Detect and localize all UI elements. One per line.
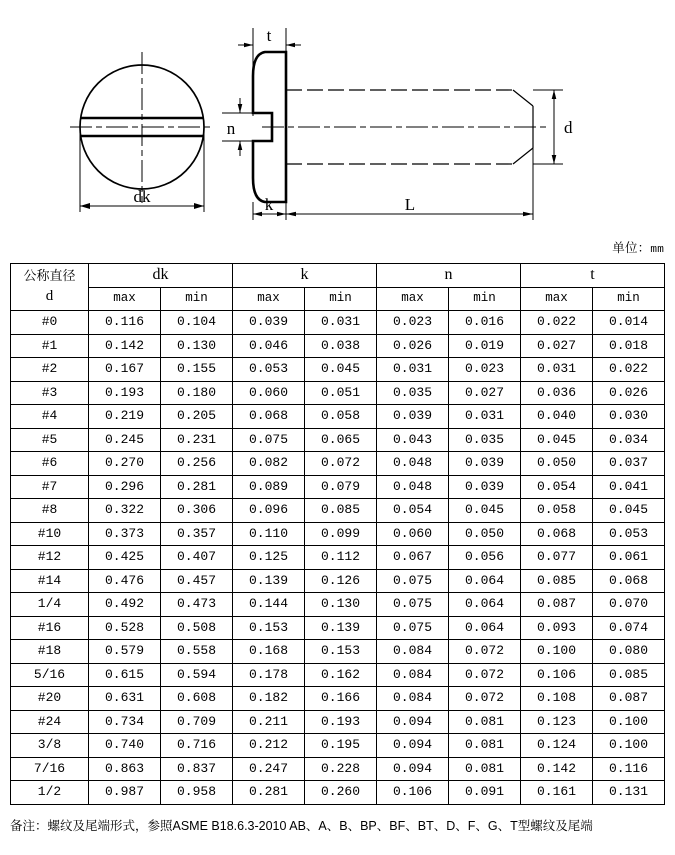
dk-arrow-right <box>194 203 204 209</box>
cell-value: 0.281 <box>233 781 305 805</box>
cell-nominal-diameter: #5 <box>11 428 89 452</box>
cell-value: 0.142 <box>89 334 161 358</box>
cell-value: 0.023 <box>449 358 521 382</box>
cell-value: 0.631 <box>89 687 161 711</box>
cell-nominal-diameter: #1 <box>11 334 89 358</box>
cell-value: 0.104 <box>161 311 233 335</box>
cell-value: 0.228 <box>305 757 377 781</box>
cell-nominal-diameter: #3 <box>11 381 89 405</box>
cell-value: 0.306 <box>161 499 233 523</box>
cell-value: 0.034 <box>593 428 665 452</box>
cell-value: 0.476 <box>89 569 161 593</box>
dk-arrow-left <box>80 203 90 209</box>
cell-value: 0.035 <box>377 381 449 405</box>
t-label: t <box>266 26 272 45</box>
cell-value: 0.091 <box>449 781 521 805</box>
cell-value: 0.054 <box>521 475 593 499</box>
cell-nominal-diameter: #7 <box>11 475 89 499</box>
cell-value: 0.740 <box>89 734 161 758</box>
header-nominal-diameter-line2: d <box>45 287 54 304</box>
cell-value: 0.077 <box>521 546 593 570</box>
cell-nominal-diameter: #4 <box>11 405 89 429</box>
cell-nominal-diameter: #2 <box>11 358 89 382</box>
cell-value: 0.528 <box>89 616 161 640</box>
header-group-t: t <box>521 264 665 288</box>
cell-value: 0.022 <box>521 311 593 335</box>
cell-value: 0.056 <box>449 546 521 570</box>
table-row <box>11 640 665 664</box>
cell-value: 0.081 <box>449 710 521 734</box>
cell-value: 0.094 <box>377 710 449 734</box>
cell-value: 0.162 <box>305 663 377 687</box>
cell-value: 0.058 <box>521 499 593 523</box>
cell-value: 0.155 <box>161 358 233 382</box>
cell-value: 0.016 <box>449 311 521 335</box>
cell-nominal-diameter: #20 <box>11 687 89 711</box>
unit-caption-value: mm <box>650 244 664 256</box>
cell-nominal-diameter: #8 <box>11 499 89 523</box>
cell-value: 0.045 <box>305 358 377 382</box>
cell-value: 0.064 <box>449 593 521 617</box>
cell-value: 0.039 <box>449 452 521 476</box>
cell-value: 0.058 <box>305 405 377 429</box>
footer-note: 备注：螺纹及尾端形式，参照ASME B18.6.3-2010 AB、A、B、BP、BF、BT、D、F、G、T型螺纹及尾端 <box>10 819 593 833</box>
table-row <box>11 546 665 570</box>
cell-value: 0.167 <box>89 358 161 382</box>
table-body <box>11 311 665 805</box>
cell-value: 0.260 <box>305 781 377 805</box>
cell-value: 0.863 <box>89 757 161 781</box>
unit-caption-label: 单位： <box>612 241 651 255</box>
table-row <box>11 569 665 593</box>
cell-value: 0.558 <box>161 640 233 664</box>
cell-value: 0.958 <box>161 781 233 805</box>
technical-drawing <box>0 0 675 232</box>
cell-value: 0.060 <box>377 522 449 546</box>
cell-value: 0.081 <box>449 734 521 758</box>
front-view-head <box>70 52 212 212</box>
cell-value: 0.075 <box>377 593 449 617</box>
cell-value: 0.110 <box>233 522 305 546</box>
cell-value: 0.205 <box>161 405 233 429</box>
header-group-n: n <box>377 264 521 288</box>
cell-value: 0.094 <box>377 734 449 758</box>
cell-value: 0.139 <box>233 569 305 593</box>
cell-value: 0.096 <box>233 499 305 523</box>
cell-nominal-diameter: #10 <box>11 522 89 546</box>
cell-value: 0.070 <box>593 593 665 617</box>
cell-value: 0.053 <box>233 358 305 382</box>
table-row <box>11 475 665 499</box>
cell-value: 0.357 <box>161 522 233 546</box>
k-label: k <box>264 195 274 214</box>
cell-value: 0.065 <box>305 428 377 452</box>
cell-value: 0.180 <box>161 381 233 405</box>
cell-nominal-diameter: #0 <box>11 311 89 335</box>
cell-value: 0.031 <box>377 358 449 382</box>
cell-value: 0.212 <box>233 734 305 758</box>
cell-value: 0.130 <box>161 334 233 358</box>
d-label: d <box>564 118 573 137</box>
table-row <box>11 734 665 758</box>
cell-value: 0.089 <box>233 475 305 499</box>
cell-value: 0.124 <box>521 734 593 758</box>
cell-value: 0.608 <box>161 687 233 711</box>
cell-value: 0.182 <box>233 687 305 711</box>
cell-value: 0.126 <box>305 569 377 593</box>
d-arrow-top <box>552 90 557 99</box>
cell-value: 0.473 <box>161 593 233 617</box>
cell-value: 0.508 <box>161 616 233 640</box>
cell-value: 0.373 <box>89 522 161 546</box>
table-row <box>11 428 665 452</box>
cell-nominal-diameter: 1/4 <box>11 593 89 617</box>
cell-value: 0.074 <box>593 616 665 640</box>
table-header <box>11 264 665 311</box>
n-arrow-bottom <box>238 141 243 150</box>
cell-value: 0.075 <box>377 616 449 640</box>
cell-value: 0.093 <box>521 616 593 640</box>
cell-value: 0.492 <box>89 593 161 617</box>
cell-value: 0.100 <box>593 710 665 734</box>
L-arrow-right <box>523 212 533 217</box>
table-row <box>11 616 665 640</box>
cell-value: 0.168 <box>233 640 305 664</box>
cell-value: 0.139 <box>305 616 377 640</box>
cell-value: 0.026 <box>593 381 665 405</box>
n-label: n <box>226 119 236 138</box>
cell-value: 0.060 <box>233 381 305 405</box>
cell-value: 0.231 <box>161 428 233 452</box>
cell-value: 0.036 <box>521 381 593 405</box>
header-nominal-diameter <box>11 264 89 311</box>
cell-value: 0.125 <box>233 546 305 570</box>
header-nominal-diameter-line1: 公称直径 <box>23 267 76 283</box>
cell-value: 0.084 <box>377 640 449 664</box>
cell-value: 0.161 <box>521 781 593 805</box>
dk-label: dk <box>133 187 151 206</box>
cell-value: 0.219 <box>89 405 161 429</box>
subheader-n-min: min <box>449 287 521 311</box>
cell-value: 0.031 <box>449 405 521 429</box>
cell-value: 0.064 <box>449 569 521 593</box>
cell-value: 0.709 <box>161 710 233 734</box>
cell-value: 0.407 <box>161 546 233 570</box>
side-view-profile <box>222 26 573 220</box>
cell-value: 0.281 <box>161 475 233 499</box>
cell-value: 0.072 <box>305 452 377 476</box>
unit-caption <box>612 238 664 256</box>
cell-value: 0.193 <box>305 710 377 734</box>
header-group-k: k <box>233 264 377 288</box>
cell-value: 0.064 <box>449 616 521 640</box>
cell-value: 0.106 <box>377 781 449 805</box>
subheader-t-max: max <box>521 287 593 311</box>
cell-nominal-diameter: 1/2 <box>11 781 89 805</box>
cell-value: 0.031 <box>521 358 593 382</box>
table-row <box>11 757 665 781</box>
L-arrow-left <box>286 212 296 217</box>
cell-value: 0.108 <box>521 687 593 711</box>
cell-value: 0.211 <box>233 710 305 734</box>
cell-nominal-diameter: 7/16 <box>11 757 89 781</box>
cell-value: 0.100 <box>593 734 665 758</box>
cell-value: 0.072 <box>449 687 521 711</box>
cell-value: 0.082 <box>233 452 305 476</box>
cell-value: 0.053 <box>593 522 665 546</box>
k-arrow-right <box>277 212 286 217</box>
subheader-dk-min: min <box>161 287 233 311</box>
cell-value: 0.068 <box>521 522 593 546</box>
cell-value: 0.031 <box>305 311 377 335</box>
table-row <box>11 381 665 405</box>
cell-value: 0.256 <box>161 452 233 476</box>
cell-value: 0.123 <box>521 710 593 734</box>
cell-value: 0.112 <box>305 546 377 570</box>
cell-value: 0.040 <box>521 405 593 429</box>
cell-value: 0.153 <box>233 616 305 640</box>
table-row <box>11 663 665 687</box>
cell-value: 0.178 <box>233 663 305 687</box>
table-row <box>11 593 665 617</box>
cell-value: 0.615 <box>89 663 161 687</box>
cell-nominal-diameter: #18 <box>11 640 89 664</box>
table-row <box>11 334 665 358</box>
cell-value: 0.716 <box>161 734 233 758</box>
table-row <box>11 311 665 335</box>
cell-value: 0.296 <box>89 475 161 499</box>
cell-value: 0.144 <box>233 593 305 617</box>
cell-nominal-diameter: #6 <box>11 452 89 476</box>
cell-value: 0.045 <box>593 499 665 523</box>
cell-value: 0.987 <box>89 781 161 805</box>
cell-value: 0.142 <box>521 757 593 781</box>
cell-value: 0.050 <box>521 452 593 476</box>
table-row <box>11 710 665 734</box>
cell-value: 0.046 <box>233 334 305 358</box>
cell-value: 0.018 <box>593 334 665 358</box>
point-taper-bottom <box>513 148 533 164</box>
cell-value: 0.041 <box>593 475 665 499</box>
cell-value: 0.048 <box>377 475 449 499</box>
t-arrow-left <box>244 43 253 48</box>
cell-value: 0.425 <box>89 546 161 570</box>
cell-value: 0.084 <box>377 663 449 687</box>
table-row <box>11 452 665 476</box>
cell-value: 0.027 <box>449 381 521 405</box>
table-row <box>11 781 665 805</box>
cell-nominal-diameter: #16 <box>11 616 89 640</box>
t-arrow-right <box>286 43 295 48</box>
cell-value: 0.087 <box>521 593 593 617</box>
cell-value: 0.081 <box>449 757 521 781</box>
cell-nominal-diameter: #12 <box>11 546 89 570</box>
cell-value: 0.131 <box>593 781 665 805</box>
cell-value: 0.734 <box>89 710 161 734</box>
cell-value: 0.039 <box>449 475 521 499</box>
cell-value: 0.035 <box>449 428 521 452</box>
cell-value: 0.075 <box>233 428 305 452</box>
point-taper-top <box>513 90 533 106</box>
cell-value: 0.195 <box>305 734 377 758</box>
cell-value: 0.080 <box>593 640 665 664</box>
cell-value: 0.094 <box>377 757 449 781</box>
table-header-row-subheads <box>11 287 665 311</box>
subheader-k-min: min <box>305 287 377 311</box>
cell-nominal-diameter: #24 <box>11 710 89 734</box>
cell-value: 0.039 <box>377 405 449 429</box>
cell-value: 0.045 <box>449 499 521 523</box>
cell-value: 0.014 <box>593 311 665 335</box>
cell-value: 0.043 <box>377 428 449 452</box>
cell-value: 0.037 <box>593 452 665 476</box>
cell-value: 0.072 <box>449 640 521 664</box>
cell-value: 0.068 <box>593 569 665 593</box>
cell-value: 0.100 <box>521 640 593 664</box>
cell-value: 0.084 <box>377 687 449 711</box>
L-label: L <box>404 195 416 214</box>
k-arrow-left <box>253 212 262 217</box>
table-row <box>11 687 665 711</box>
cell-value: 0.270 <box>89 452 161 476</box>
cell-value: 0.322 <box>89 499 161 523</box>
cell-value: 0.050 <box>449 522 521 546</box>
cell-value: 0.166 <box>305 687 377 711</box>
cell-value: 0.085 <box>593 663 665 687</box>
cell-value: 0.061 <box>593 546 665 570</box>
table-row <box>11 358 665 382</box>
cell-value: 0.048 <box>377 452 449 476</box>
cell-value: 0.837 <box>161 757 233 781</box>
subheader-t-min: min <box>593 287 665 311</box>
cell-value: 0.045 <box>521 428 593 452</box>
cell-value: 0.027 <box>521 334 593 358</box>
cell-value: 0.067 <box>377 546 449 570</box>
cell-value: 0.051 <box>305 381 377 405</box>
cell-value: 0.054 <box>377 499 449 523</box>
cell-value: 0.075 <box>377 569 449 593</box>
cell-value: 0.153 <box>305 640 377 664</box>
cell-value: 0.039 <box>233 311 305 335</box>
table-row <box>11 499 665 523</box>
cell-value: 0.116 <box>89 311 161 335</box>
cell-nominal-diameter: 3/8 <box>11 734 89 758</box>
cell-value: 0.079 <box>305 475 377 499</box>
table-header-row-groups <box>11 264 665 288</box>
cell-value: 0.030 <box>593 405 665 429</box>
cell-value: 0.247 <box>233 757 305 781</box>
cell-value: 0.072 <box>449 663 521 687</box>
cell-value: 0.579 <box>89 640 161 664</box>
cell-value: 0.087 <box>593 687 665 711</box>
subheader-k-max: max <box>233 287 305 311</box>
subheader-dk-max: max <box>89 287 161 311</box>
cell-value: 0.116 <box>593 757 665 781</box>
cell-nominal-diameter: 5/16 <box>11 663 89 687</box>
cell-nominal-diameter: #14 <box>11 569 89 593</box>
cell-value: 0.068 <box>233 405 305 429</box>
dimension-spec-table <box>10 263 665 805</box>
cell-value: 0.245 <box>89 428 161 452</box>
cell-value: 0.594 <box>161 663 233 687</box>
cell-value: 0.106 <box>521 663 593 687</box>
cell-value: 0.130 <box>305 593 377 617</box>
cell-value: 0.023 <box>377 311 449 335</box>
cell-value: 0.019 <box>449 334 521 358</box>
cell-value: 0.085 <box>305 499 377 523</box>
cell-value: 0.026 <box>377 334 449 358</box>
table-row <box>11 405 665 429</box>
n-arrow-top <box>238 104 243 113</box>
d-arrow-bottom <box>552 155 557 164</box>
table-row <box>11 522 665 546</box>
cell-value: 0.022 <box>593 358 665 382</box>
cell-value: 0.193 <box>89 381 161 405</box>
cell-value: 0.457 <box>161 569 233 593</box>
cell-value: 0.038 <box>305 334 377 358</box>
cell-value: 0.085 <box>521 569 593 593</box>
cell-value: 0.099 <box>305 522 377 546</box>
subheader-n-max: max <box>377 287 449 311</box>
header-group-dk: dk <box>89 264 233 288</box>
screw-drawing-svg <box>0 0 675 232</box>
